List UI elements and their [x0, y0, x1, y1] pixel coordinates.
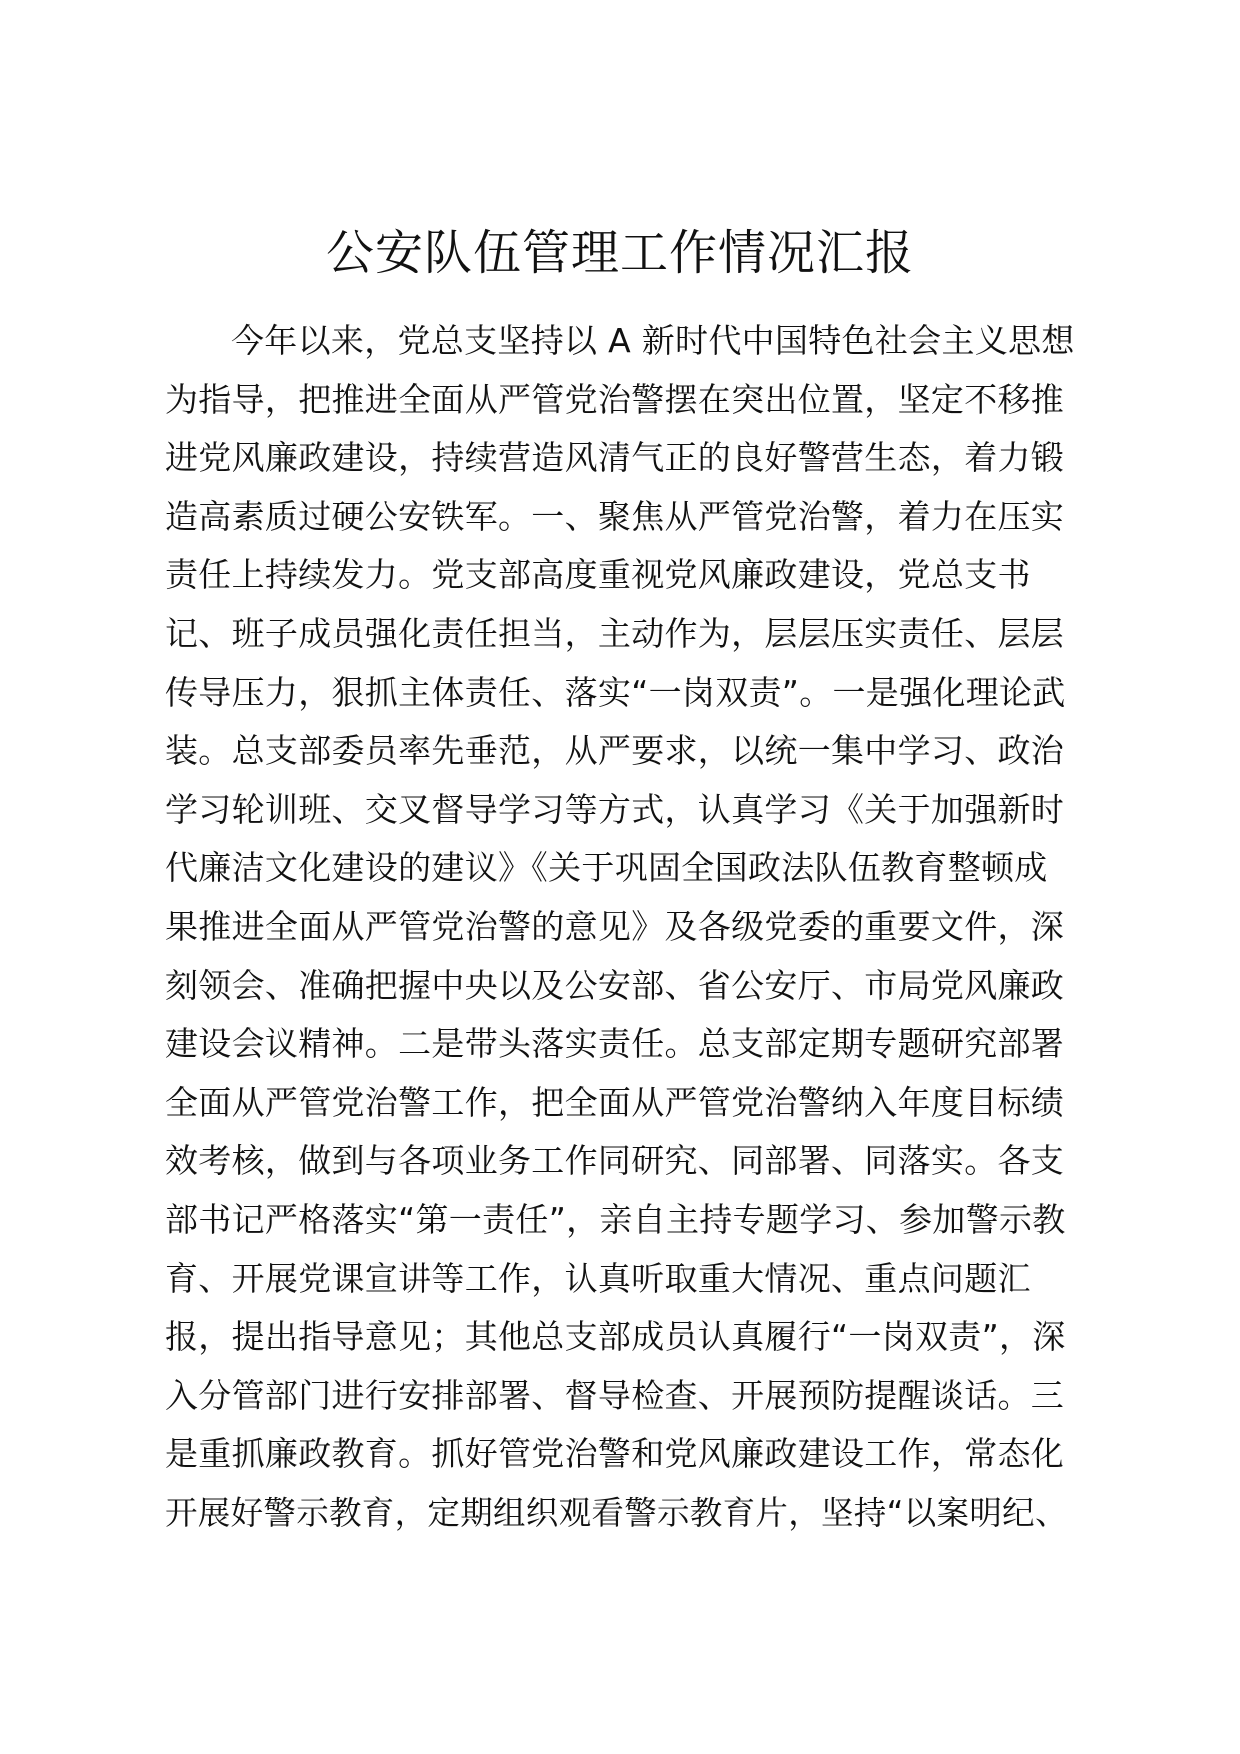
body-line: 记、班子成员强化责任担当，主动作为，层层压实责任、层层	[165, 613, 1065, 653]
body-line: 传导压力，狠抓主体责任、落实“一岗双责”。一是强化理论武	[165, 672, 1066, 712]
document-body	[165, 312, 1075, 1542]
body-line: 建设会议精神。二是带头落实责任。总支部定期专题研究部署	[165, 1024, 1065, 1064]
body-line: 责任上持续发力。党支部高度重视党风廉政建设，党总支书	[165, 555, 1031, 595]
body-line: 效考核，做到与各项业务工作同研究、同部署、同落实。各支	[165, 1141, 1065, 1181]
body-line: 进党风廉政建设，持续营造风清气正的良好警营生态，着力锻	[165, 438, 1065, 478]
body-line: 部书记严格落实“第一责任”，亲自主持专题学习、参加警示教	[165, 1199, 1066, 1239]
body-line: 报，提出指导意见；其他总支部成员认真履行“一岗双责”，深	[165, 1317, 1066, 1357]
body-line: 学习轮训班、交叉督导学习等方式，认真学习《关于加强新时	[165, 789, 1065, 829]
body-line: 装。总支部委员率先垂范，从严要求，以统一集中学习、政治	[165, 731, 1065, 771]
body-line: 果推进全面从严管党治警的意见》及各级党委的重要文件，深	[165, 906, 1065, 946]
body-line: 开展好警示教育，定期组织观看警示教育片，坚持“以案明纪、	[165, 1493, 1068, 1532]
body-line: 为指导，把推进全面从严管党治警摆在突出位置，坚定不移推	[165, 379, 1065, 419]
body-line: 刻领会、准确把握中央以及公安部、省公安厅、市局党风廉政	[165, 965, 1065, 1005]
body-line: 全面从严管党治警工作，把全面从严管党治警纳入年度目标绩	[165, 1082, 1065, 1122]
document-title: 公安队伍管理工作情况汇报	[325, 225, 914, 281]
body-line: 是重抓廉政教育。抓好管党治警和党风廉政建设工作，常态化	[165, 1434, 1065, 1474]
body-line: 今年以来，党总支坚持以 A 新时代中国特色社会主义思想	[231, 321, 1075, 360]
body-line: 代廉洁文化建设的建议》《关于巩固全国政法队伍教育整顿成	[165, 848, 1048, 888]
body-line: 造高素质过硬公安铁军。一、聚焦从严管党治警，着力在压实	[165, 496, 1065, 536]
body-line: 育、开展党课宣讲等工作，认真听取重大情况、重点问题汇	[165, 1258, 1031, 1298]
body-line: 入分管部门进行安排部署、督导检查、开展预防提醒谈话。三	[165, 1375, 1065, 1415]
